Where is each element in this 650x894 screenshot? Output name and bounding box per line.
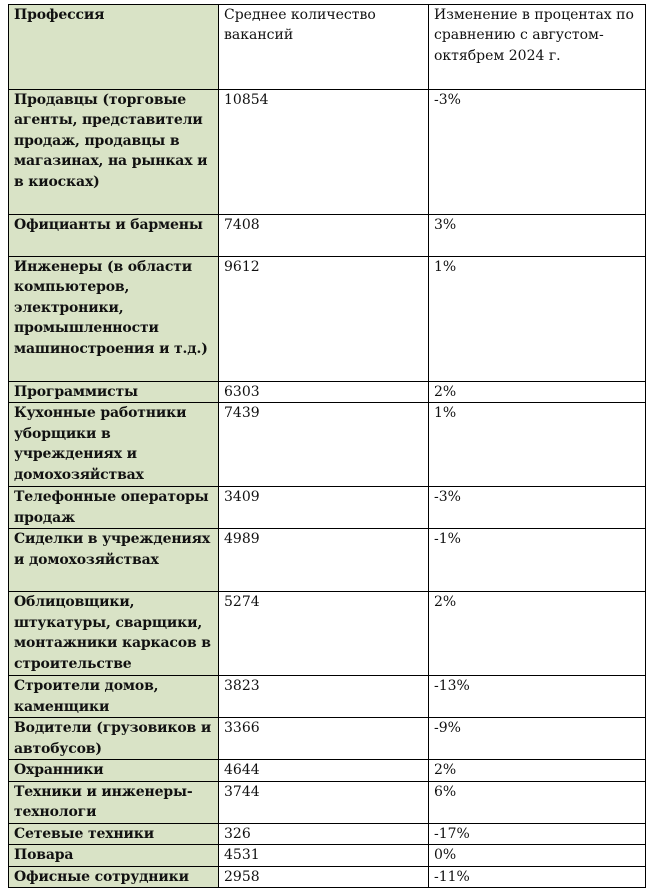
vacancies-cell: 7408 (219, 215, 429, 257)
vacancies-cell: 7439 (219, 403, 429, 487)
table-row (9, 90, 646, 215)
profession-cell: Строители домов, каменщики (9, 676, 219, 718)
vacancies-cell: 4989 (219, 529, 429, 592)
change-cell: 6% (429, 781, 646, 823)
vacancies-cell: 2958 (219, 866, 429, 887)
change-cell: -3% (429, 90, 646, 215)
table-row (9, 215, 646, 257)
header-profession: Профессия (9, 5, 219, 90)
profession-cell: Инженеры (в области компьютеров, электроники, промышленности машиностроения и т.д.) (9, 257, 219, 382)
change-cell: 2% (429, 382, 646, 403)
table-row (9, 487, 646, 529)
table-row (9, 845, 646, 866)
table-row (9, 781, 646, 823)
change-cell: 2% (429, 592, 646, 676)
profession-cell: Охранники (9, 760, 219, 781)
vacancies-cell: 4531 (219, 845, 429, 866)
table-row (9, 592, 646, 676)
table-row (9, 760, 646, 781)
change-cell: 1% (429, 257, 646, 382)
table-row (9, 257, 646, 382)
change-cell: 0% (429, 845, 646, 866)
table-row (9, 866, 646, 887)
vacancies-cell: 4644 (219, 760, 429, 781)
vacancies-cell: 3366 (219, 718, 429, 760)
change-cell: 2% (429, 760, 646, 781)
table-row (9, 676, 646, 718)
change-cell: -13% (429, 676, 646, 718)
vacancies-cell: 10854 (219, 90, 429, 215)
profession-cell: Продавцы (торговые агенты, представители продаж, продавцы в магазинах, на рынках и в киосках) (9, 90, 219, 215)
change-cell: -3% (429, 487, 646, 529)
profession-cell: Программисты (9, 382, 219, 403)
table-row (9, 382, 646, 403)
profession-cell: Техники и инженеры-технологи (9, 781, 219, 823)
vacancies-cell: 3744 (219, 781, 429, 823)
table-row (9, 823, 646, 844)
change-cell: 1% (429, 403, 646, 487)
profession-cell: Сиделки в учреждениях и домохозяйствах (9, 529, 219, 592)
table-row (9, 529, 646, 592)
change-cell: -1% (429, 529, 646, 592)
table-row (9, 403, 646, 487)
header-row (9, 5, 646, 90)
table-body (9, 5, 646, 888)
change-cell: 3% (429, 215, 646, 257)
vacancies-cell: 6303 (219, 382, 429, 403)
vacancies-table (8, 4, 646, 888)
profession-cell: Водители (грузовиков и автобусов) (9, 718, 219, 760)
change-cell: -17% (429, 823, 646, 844)
profession-cell: Повара (9, 845, 219, 866)
profession-cell: Офисные сотрудники (9, 866, 219, 887)
change-cell: -9% (429, 718, 646, 760)
header-vacancies: Среднее количество вакансий (219, 5, 429, 90)
vacancies-cell: 3823 (219, 676, 429, 718)
table-row (9, 718, 646, 760)
change-cell: -11% (429, 866, 646, 887)
vacancies-cell: 3409 (219, 487, 429, 529)
profession-cell: Облицовщики, штукатуры, сварщики, монтажники каркасов в строительстве (9, 592, 219, 676)
header-change: Изменение в процентах по сравнению с августом-октябрем 2024 г. (429, 5, 646, 90)
profession-cell: Официанты и бармены (9, 215, 219, 257)
vacancies-cell: 9612 (219, 257, 429, 382)
vacancies-cell: 5274 (219, 592, 429, 676)
profession-cell: Телефонные операторы продаж (9, 487, 219, 529)
vacancies-cell: 326 (219, 823, 429, 844)
profession-cell: Кухонные работники уборщики в учреждениях и домохозяйствах (9, 403, 219, 487)
profession-cell: Сетевые техники (9, 823, 219, 844)
